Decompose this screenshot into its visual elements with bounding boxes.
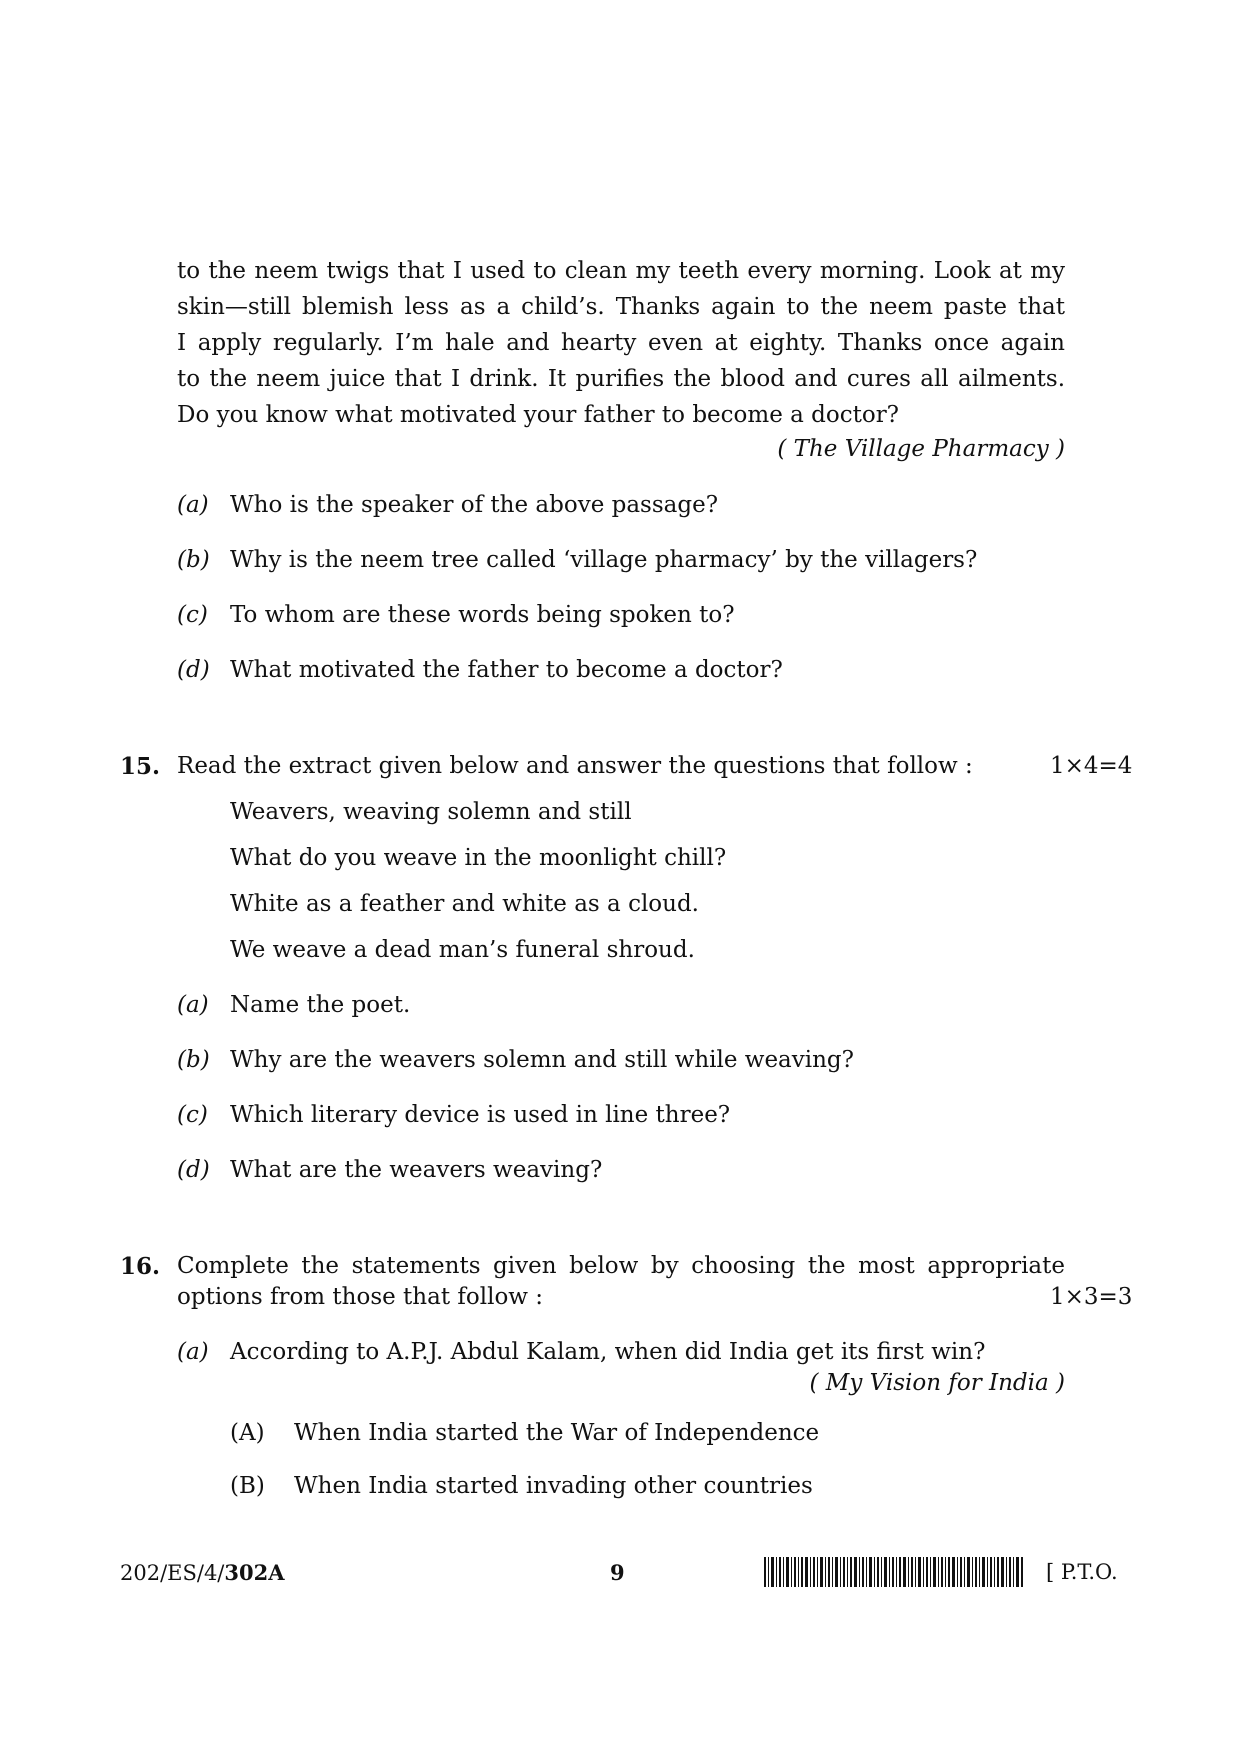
option-text: When India started the War of Independence bbox=[294, 1420, 820, 1446]
poem-line: White as a feather and white as a cloud. bbox=[230, 891, 699, 917]
question-number: 15. bbox=[120, 753, 161, 780]
option-label: (A) bbox=[230, 1420, 265, 1446]
poem-line: We weave a dead man’s funeral shroud. bbox=[230, 937, 695, 963]
item-text: Which literary device is used in line three? bbox=[230, 1102, 731, 1128]
item-text: Why are the weavers solemn and still while weaving? bbox=[230, 1047, 854, 1073]
item-label: (c) bbox=[177, 602, 208, 628]
item-source: ( My Vision for India ) bbox=[809, 1370, 1065, 1396]
item-label: (d) bbox=[177, 1157, 210, 1183]
passage-line: I apply regularly. I’m hale and hearty even at eighty. Thanks once again bbox=[177, 330, 1065, 356]
question-number: 16. bbox=[120, 1253, 161, 1280]
item-label: (a) bbox=[177, 492, 209, 518]
item-text: Who is the speaker of the above passage? bbox=[230, 492, 719, 518]
passage-line: skin—still blemish less as a child’s. Thanks again to the neem paste that bbox=[177, 294, 1065, 320]
item-text: What motivated the father to become a doctor? bbox=[230, 657, 783, 683]
paper-code bbox=[120, 1560, 285, 1585]
question-instruction: Read the extract given below and answer the questions that follow : bbox=[177, 753, 973, 779]
item-label: (a) bbox=[177, 1339, 209, 1365]
barcode-icon bbox=[764, 1557, 1024, 1587]
poem-line: What do you weave in the moonlight chill? bbox=[230, 845, 727, 871]
item-text: What are the weavers weaving? bbox=[230, 1157, 603, 1183]
passage-line: Do you know what motivated your father to become a doctor? bbox=[177, 402, 900, 428]
passage-line: to the neem juice that I drink. It purifies the blood and cures all ailments. bbox=[177, 366, 1065, 392]
item-label: (d) bbox=[177, 657, 210, 683]
item-label: (b) bbox=[177, 1047, 210, 1073]
page-number: 9 bbox=[610, 1560, 625, 1585]
item-label: (a) bbox=[177, 992, 209, 1018]
passage-line: to the neem twigs that I used to clean my teeth every morning. Look at my bbox=[177, 258, 1065, 284]
question-instruction: Complete the statements given below by choosing the most appropriate bbox=[177, 1253, 1065, 1279]
question-marks: 1×3=3 bbox=[1050, 1284, 1133, 1310]
option-text: When India started invading other countries bbox=[294, 1473, 813, 1499]
item-text: Why is the neem tree called ‘village pharmacy’ by the villagers? bbox=[230, 547, 978, 573]
paper-code-prefix: 202/ES/4/ bbox=[120, 1561, 225, 1585]
question-marks: 1×4=4 bbox=[1050, 753, 1133, 779]
passage-source: ( The Village Pharmacy ) bbox=[777, 436, 1065, 462]
question-instruction: options from those that follow : bbox=[177, 1284, 544, 1310]
item-text: According to A.P.J. Abdul Kalam, when did India get its first win? bbox=[230, 1339, 986, 1365]
item-text: Name the poet. bbox=[230, 992, 411, 1018]
pto-label: [ P.T.O. bbox=[1046, 1560, 1118, 1584]
option-label: (B) bbox=[230, 1473, 265, 1499]
item-label: (c) bbox=[177, 1102, 208, 1128]
item-label: (b) bbox=[177, 547, 210, 573]
item-text: To whom are these words being spoken to? bbox=[230, 602, 735, 628]
paper-code-bold: 302A bbox=[224, 1560, 285, 1585]
poem-line: Weavers, weaving solemn and still bbox=[230, 799, 632, 825]
